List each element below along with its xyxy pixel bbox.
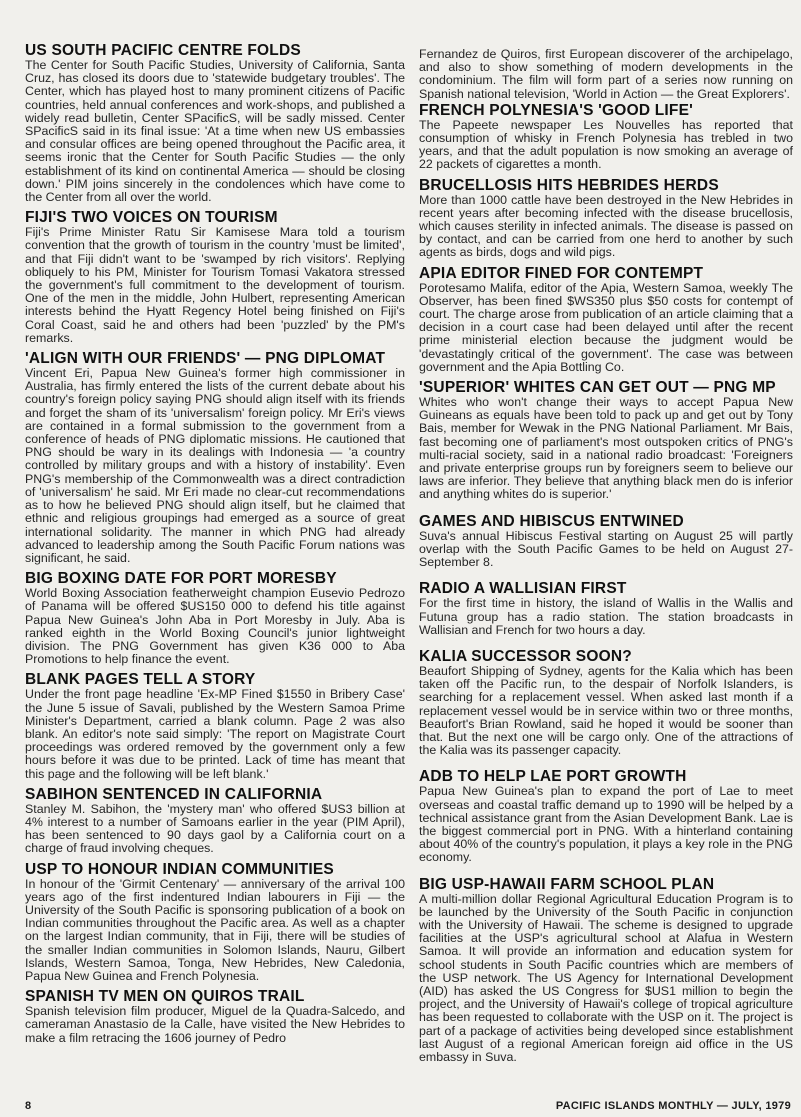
article — [25, 670, 405, 780]
article-headline: GAMES AND HIBISCUS ENTWINED — [419, 512, 684, 530]
article-body: For the first time in history, the island of Wallis in the Wallis and Futuna group has a radio station. The station broadcasts in Wallisian and French for two hours a day. — [419, 596, 793, 637]
article — [419, 101, 793, 172]
article — [419, 767, 793, 864]
article-headline: SABIHON SENTENCED IN CALIFORNIA — [25, 785, 323, 803]
article-body: World Boxing Association featherweight champion Eusevio Pedrozo of Panama will be offered $US150 000 to defend his title against Papua New Guinea's John Aba in Port Moresby in July. Aba is ranked eighth in the World Boxing Council's junior lightweight division. The PNG Government has given K36 000 to Aba Promotions to help finance the event. — [25, 586, 405, 667]
article — [419, 264, 793, 374]
page-number: 8 — [25, 1100, 32, 1112]
article-body: Suva's annual Hibiscus Festival starting on August 25 will partly overlap with the South Pacific Games to be held on August 27-September 8. — [419, 528, 793, 570]
article-headline: APIA EDITOR FINED FOR CONTEMPT — [419, 264, 704, 282]
article — [419, 579, 793, 637]
article-body: The Papeete newspaper Les Nouvelles has reported that consumption of whisky in French Polynesia has trebled in two years, and that the adult population is now smoking an average of 22 packets of cigarettes a month. — [419, 117, 793, 172]
article-body: The Center for South Pacific Studies, University of California, Santa Cruz, has closed its doors due to 'statewide budgetary troubles'. The Center, which has played host to many prominent citizens of Pacific countries, held annual conferences and work-shops, and published a widely read bulletin, Center SPacificS, will be sadly missed. Center SPacificS said in its final issue: 'At a time when new US embassies and consular offices are being opened throughout the Pacific area, it seems ironic that the Center for South Pacific Studies — the only establishment of its kind on continental America — should be closing down.' PIM joins sincerely in the condolences which have come to the Center from all over the world. — [25, 58, 405, 205]
article — [419, 512, 793, 570]
article — [25, 349, 405, 565]
left-column — [25, 41, 405, 1049]
article-headline: 'SUPERIOR' WHITES CAN GET OUT — PNG MP — [419, 379, 776, 397]
article-body: Under the front page headline 'Ex-MP Fined $1550 in Bribery Case' the June 5 issue of Savali, published by the Western Samoa Prime Minister's Department, carried a blank column. Page 2 was also blank. An editor's note said simply: 'The report on Magistrate Court proceedings was ordered removed by the government only a few hours before it was due to be printed. Lack of time has meant that this page and the following will be left blank.' — [25, 687, 405, 781]
continued-article-body: Fernandez de Quiros, first European discoverer of the archipelago, and also to show something of modern developments in the condominium. The film will form part of a series now running on Spanish national television, 'World in Action — the Great Explorers'. — [419, 47, 793, 101]
article-headline: ADB TO HELP LAE PORT GROWTH — [419, 768, 687, 786]
article — [419, 176, 793, 260]
article-headline: BRUCELLOSIS HITS HEBRIDES HERDS — [419, 176, 719, 194]
article-body: Whites who won't change their ways to accept Papua New Guineans as equals have been told to pack up and get out by Tony Bais, member for Wewak in the PNG National Parliament. Mr Bais, fast becoming one of parliament's most outspoken critics of PNG's multi-racial society, said in a national radio broadcast: 'Foreigners and private enterprise groups run by foreigners seem to believe our laws are inferior. They believe that anything black men do is inferior and anything whites do is superior.' — [419, 395, 793, 502]
article — [419, 378, 793, 502]
article-body: Vincent Eri, Papua New Guinea's former high commissioner in Australia, has firmly entered the lists of the current debate about his country's foreign policy saying PNG should align itself with its friends and forget the sham of its 'universalism' foreign policy. Mr Eri's views are contained in a formal submission to the government from a conference of heads of PNG diplomatic missions. He cautioned that PNG should be wary in its dealings with Indonesia — 'a country controlled by military groups and with a history of instability'. Even PNG's membership of the Commonwealth was a direct contradiction of 'universalism' he said. Mr Eri made no clear-cut recommendations as to how he believed PNG should align itself, but he claimed that ethnic and religious groupings had emerged as a source of great international solidarity. The manner in which PNG had already advanced to leadership among the South Pacific Forum nations was significant, he said. — [25, 366, 405, 565]
article-headline: BIG USP-HAWAII FARM SCHOOL PLAN — [419, 875, 715, 893]
article-body: Spanish television film producer, Miguel de la Quadra-Salcedo, and cameraman Anastasio de la Calle, have visited the New Hebrides to make a film retracing the 1606 journey of Pedro — [25, 1004, 405, 1045]
article-body: In honour of the 'Girmit Centenary' — anniversary of the arrival 100 years ago of the first indentured Indian labourers in Fiji — the University of the South Pacific is sponsoring publication of a book on Indian communities throughout the Pacific area. As well as a chapter on the largest Indian community, that in Fiji, there will be studies of the smaller Indian communities in Solomon Islands, Nauru, Gilbert Islands, Western Samoa, Tonga, New Hebrides, New Caledonia, Papua New Guinea and French Polynesia. — [25, 876, 405, 983]
article — [25, 987, 405, 1045]
article-headline: KALIA SUCCESSOR SOON? — [419, 647, 632, 665]
article — [419, 875, 793, 1065]
article-body: Porotesamo Malifa, editor of the Apia, Western Samoa, weekly The Observer, has been fined $WS350 plus $50 costs for contempt of court. The charge arose from publication of an article claiming that a decision in a court case had been delayed until after the recent prime ministerial election because the judgment would be 'devastatingly critical of the government'. The case was between government and the Apia Bottling Co. — [419, 280, 793, 374]
article-body: Stanley M. Sabihon, the 'mystery man' who offered $US3 billion at 4% interest to a number of Samoans earlier in the year (PIM April), has been sentenced to 90 days gaol by a California court on a charge of fraud involving cheques. — [25, 801, 405, 856]
article-body: Papua New Guinea's plan to expand the port of Lae to meet overseas and coastal traffic demand up to 1990 will be helped by a technical assistance grant from the Asian Development Bank. Lae is the biggest commercial port in PNG. With a hinterland containing about 40% of the country's population, it plays a key role in the PNG economy. — [419, 784, 793, 865]
article-headline: USP TO HONOUR INDIAN COMMUNITIES — [25, 860, 334, 878]
article-body: A multi-million dollar Regional Agricultural Education Program is to be launched by the University of the South Pacific in conjunction with the University of Hawaii. The scheme is designed to upgrade facilities at the USP's agricultural school at Alafua in Western Samoa. It will provide an information and education system for school students in South Pacific countries which are members of the USP network. The US Agency for International Development (AID) has asked the US Congress for $US1 million to begin the project, and the University of Hawaii's college of tropical agriculture has been requested to collaborate with the USP on it. The project is part of a package of activities being developed since establishment last August of a regional American foreign aid office in the US embassy in Suva. — [419, 891, 793, 1064]
article-headline: SPANISH TV MEN ON QUIROS TRAIL — [25, 988, 305, 1006]
article-headline: RADIO A WALLISIAN FIRST — [419, 580, 627, 598]
article — [25, 41, 405, 204]
article-headline: BLANK PAGES TELL A STORY — [25, 671, 256, 689]
article-headline: BIG BOXING DATE FOR PORT MORESBY — [25, 570, 337, 588]
article-headline: FRENCH POLYNESIA'S 'GOOD LIFE' — [419, 101, 693, 119]
article — [25, 208, 405, 345]
article — [419, 647, 793, 757]
article — [25, 569, 405, 666]
article-headline: US SOUTH PACIFIC CENTRE FOLDS — [25, 42, 301, 59]
article — [25, 860, 405, 984]
running-footer-title: PACIFIC ISLANDS MONTHLY — JULY, 1979 — [555, 1100, 791, 1112]
article-headline: FIJI'S TWO VOICES ON TOURISM — [25, 209, 278, 227]
article — [25, 785, 405, 856]
article-headline: 'ALIGN WITH OUR FRIENDS' — PNG DIPLOMAT — [25, 350, 386, 368]
article-body: Fiji's Prime Minister Ratu Sir Kamisese Mara told a tourism convention that the growth of tourism in the country 'must be limited', and that Fiji didn't want to be 'swamped by rich visitors'. Replying obliquely to his PM, Minister for Tourism Tomasi Vakatora stressed the government's full commitment to the development of tourism. One of the men in the middle, John Hulbert, representing American interests behind the Hyatt Regency Hotel being finished on Fiji's Coral Coast, said he and others had been 'puzzled' by the PM's remarks. — [25, 225, 405, 345]
article-body: Beaufort Shipping of Sydney, agents for the Kalia which has been taken off the Pacific run, to the despair of Norfolk Islanders, is searching for a replacement vessel. When asked last month if a replacement vessel would be in service within two or three months, Beaufort's Brian Rowland, said he hoped it would be sooner than that. But the next one will be cargo only. One of the attractions of the Kalia was its passenger capacity. — [419, 663, 793, 758]
right-column — [419, 48, 793, 1068]
article-body: More than 1000 cattle have been destroyed in the New Hebrides in recent years after becoming infected with the disease brucellosis, which causes sterility in infected animals. The disease is passed on by contact, and can be carried from one herd to another by such agents as birds, dogs and wild pigs. — [419, 192, 793, 260]
